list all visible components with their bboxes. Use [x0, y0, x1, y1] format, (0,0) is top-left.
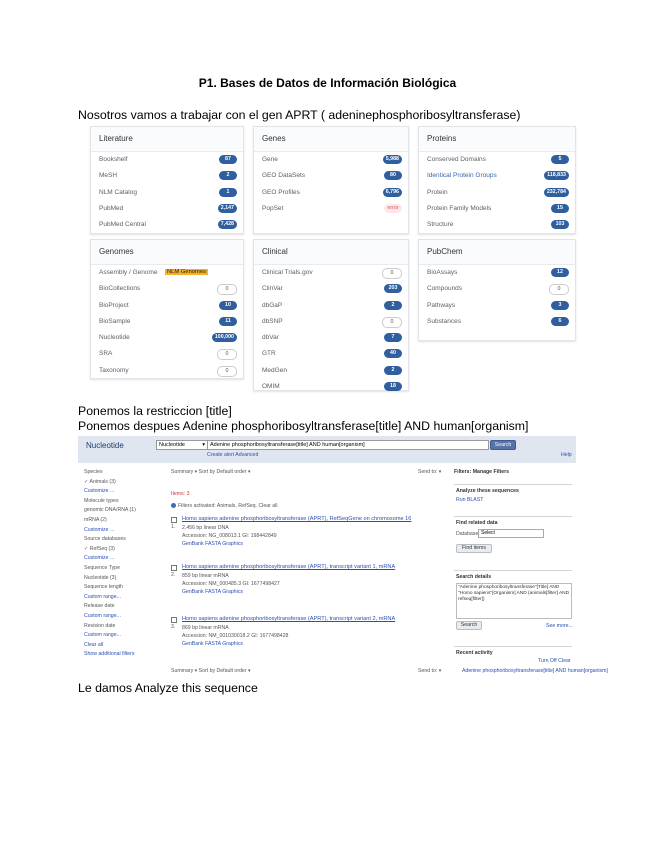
db-row[interactable]	[91, 185, 243, 201]
panel-proteins	[418, 126, 576, 234]
count-badge[interactable]: 18	[384, 382, 402, 391]
search-details-box[interactable]: "Adenine phosphoribosyltransferase"[Title] AND "Homo sapiens"[Organism] AND (animals[filter] AND refseq[filter])	[456, 583, 572, 619]
db-row[interactable]	[419, 168, 575, 184]
db-row[interactable]	[419, 152, 575, 168]
panel-clinical	[253, 239, 409, 391]
db-label: Identical Protein Groups	[427, 172, 497, 180]
count-badge[interactable]: 0	[217, 366, 237, 377]
count-badge[interactable]: 0	[217, 349, 237, 360]
db-label: Assembly / Genome	[99, 269, 158, 276]
db-label: PopSet	[262, 204, 284, 212]
filter-item[interactable]: Sequence length	[84, 584, 123, 591]
count-badge[interactable]: 0	[217, 284, 237, 295]
db-row[interactable]	[254, 363, 408, 379]
count-badge[interactable]: 5	[551, 155, 569, 164]
filter-item[interactable]: Show additional filters	[84, 651, 135, 658]
database-label: Database:	[456, 531, 480, 537]
db-label: PubMed	[99, 204, 124, 212]
result-number: 3.	[171, 624, 176, 630]
db-row[interactable]	[254, 346, 408, 362]
db-label: Bookshelf	[99, 156, 128, 163]
panel-literature	[90, 126, 244, 234]
count-badge[interactable]: 1	[219, 188, 237, 197]
related-db-select[interactable]: Select	[478, 529, 544, 538]
filter-item[interactable]: Sequence Type	[84, 565, 120, 571]
db-label: Protein Family Models	[427, 204, 492, 212]
count-badge[interactable]: 0	[382, 268, 402, 279]
db-row[interactable]	[254, 314, 408, 330]
run-blast-link[interactable]: Run BLAST	[456, 497, 484, 503]
filter-item[interactable]: Custom range...	[84, 632, 121, 639]
db-label: Nucleotide	[99, 334, 130, 342]
db-row[interactable]	[91, 201, 243, 217]
highlight-badge: NLM Genomes	[167, 269, 206, 275]
db-row[interactable]	[254, 298, 408, 314]
db-label: MedGen	[262, 366, 287, 374]
filter-item[interactable]: ✓ RefSeq (3)	[84, 545, 115, 552]
db-label: GEO DataSets	[262, 172, 305, 180]
search-button[interactable]: Search	[490, 440, 516, 450]
document-title: P1. Bases de Datos de Información Biológica	[198, 76, 457, 90]
search-details-title: Search details	[456, 574, 492, 580]
db-row[interactable]	[419, 201, 575, 217]
db-row[interactable]	[254, 152, 408, 168]
filter-item[interactable]: mRNA (2)	[84, 517, 107, 523]
count-badge[interactable]: error	[384, 204, 402, 213]
db-row[interactable]	[91, 363, 243, 379]
db-label: OMIM	[262, 383, 280, 391]
db-label: Pathways	[427, 301, 456, 309]
search-header	[78, 436, 576, 463]
result-number: 1.	[171, 524, 176, 530]
result-checkbox[interactable]	[171, 517, 177, 523]
db-label: PubMed Central	[99, 221, 146, 229]
count-badge[interactable]: 2	[384, 366, 402, 375]
database-select[interactable]	[156, 440, 208, 450]
db-row[interactable]	[419, 298, 575, 314]
db-row[interactable]	[254, 281, 408, 297]
count-badge[interactable]: 15	[551, 204, 569, 213]
database-select-value: Nucleotide	[159, 442, 185, 448]
recent-activity-title: Recent activity	[456, 650, 493, 656]
count-badge[interactable]: 87	[219, 155, 237, 164]
db-row[interactable]	[91, 330, 243, 346]
details-search-button[interactable]: Search	[456, 621, 482, 630]
filter-item[interactable]: Customize ...	[84, 526, 115, 533]
send-to-menu-bottom[interactable]: Send to: ▾	[418, 668, 442, 674]
filter-item[interactable]: Clear all	[84, 641, 104, 648]
result-accession: Accession: NG_008013.1 GI: 198442849	[182, 533, 277, 539]
panel-genomes	[90, 239, 244, 379]
result-links[interactable]: GenBank FASTA Graphics	[182, 589, 244, 595]
db-label: Conserved Domains	[427, 156, 486, 163]
db-row[interactable]	[254, 168, 408, 184]
db-row[interactable]	[254, 379, 408, 395]
help-link[interactable]: Help	[561, 452, 572, 458]
filter-item[interactable]: Customize ...	[84, 488, 115, 495]
result-links[interactable]: GenBank FASTA Graphics	[182, 641, 244, 647]
count-badge[interactable]: 11	[219, 317, 237, 326]
db-label: Clinical Trials.gov	[262, 269, 313, 276]
db-label: ClinVar	[262, 285, 283, 293]
analyze-title: Analyze these sequences	[456, 488, 519, 494]
db-row[interactable]	[91, 217, 243, 233]
db-label: Gene	[262, 156, 278, 163]
filter-item[interactable]: Custom range...	[84, 613, 121, 619]
filter-item[interactable]: Molecule types	[84, 497, 119, 504]
results-count: Items: 3	[171, 491, 190, 497]
filter-item[interactable]: ✓ Animals (3)	[84, 478, 116, 485]
db-row[interactable]	[91, 168, 243, 184]
result-accession: Accession: NM_001030018.2 GI: 1677498428	[182, 633, 289, 639]
db-row[interactable]	[419, 185, 575, 201]
count-badge[interactable]: 10	[219, 301, 237, 310]
db-label: MeSH	[99, 172, 118, 180]
filters-title[interactable]: Filters: Manage Filters	[454, 469, 510, 475]
see-more-link[interactable]: See more...	[546, 623, 573, 629]
panel-title: Literature	[91, 127, 243, 152]
turn-off-link[interactable]: Turn Off Clear	[538, 658, 571, 664]
ncbi-logo[interactable]: Nucleotide	[86, 441, 124, 450]
filter-item[interactable]: Revision date	[84, 622, 116, 629]
db-row[interactable]	[254, 201, 408, 217]
db-label: GEO Profiles	[262, 188, 300, 196]
analyze-text: Le damos Analyze this sequence	[78, 681, 258, 695]
db-label: dbVar	[262, 334, 279, 342]
panel-title: Clinical	[254, 240, 408, 265]
result-number: 2.	[171, 572, 176, 578]
find-related-title: Find related data	[456, 520, 498, 526]
panel-title: PubChem	[419, 240, 575, 265]
result-meta: 859 bp linear mRNA	[182, 573, 229, 579]
db-label: Compounds	[427, 285, 463, 293]
count-badge[interactable]: 0	[549, 284, 569, 295]
db-row[interactable]	[419, 217, 575, 233]
db-label: BioCollections	[99, 285, 141, 293]
intro-text: Nosotros vamos a trabajar con el gen APRT ( adeninephosphoribosyltransferase)	[78, 108, 521, 122]
count-badge[interactable]: 2	[219, 171, 237, 180]
filter-item[interactable]: Customize ...	[84, 555, 115, 562]
result-checkbox[interactable]	[171, 565, 177, 571]
panel-title: Proteins	[419, 127, 575, 152]
db-row[interactable]	[419, 281, 575, 297]
db-label: dbSNP	[262, 317, 283, 325]
filter-item[interactable]: Species	[84, 469, 103, 475]
count-badge[interactable]: 2	[384, 301, 402, 310]
filter-note: Filters activated: Animals, RefSeq. Clear all	[178, 503, 278, 509]
result-meta: 869 bp linear mRNA	[182, 625, 229, 631]
db-row[interactable]	[91, 346, 243, 362]
db-row[interactable]	[419, 314, 575, 330]
db-row[interactable]	[254, 185, 408, 201]
send-to-menu[interactable]: Send to: ▾	[418, 469, 442, 475]
count-badge[interactable]: 80	[384, 171, 402, 180]
result-title-link[interactable]: Homo sapiens adenine phosphoribosyltransferase (APRT), RefSeqGene on chromosome 16	[182, 516, 412, 522]
db-label: BioAssays	[427, 269, 458, 276]
db-label: SRA	[99, 350, 113, 358]
result-links[interactable]: GenBank FASTA Graphics	[182, 541, 244, 547]
count-badge[interactable]: 100,000	[212, 333, 237, 342]
filter-item[interactable]: Nucleotide (3)	[84, 574, 117, 581]
panel-title: Genomes	[91, 240, 243, 265]
filter-item[interactable]: Custom range...	[84, 593, 121, 600]
count-badge[interactable]: 2,147	[218, 204, 237, 213]
count-badge[interactable]: 203	[384, 284, 402, 293]
db-label: Protein	[427, 188, 448, 196]
db-label: GTR	[262, 350, 276, 358]
search-input[interactable]: Adenine phosphoribosyltransferase[title] AND human[organism]	[207, 440, 489, 450]
db-row[interactable]	[419, 265, 575, 281]
db-label: Structure	[427, 221, 454, 229]
count-badge[interactable]: 5,988	[383, 155, 402, 164]
db-label: BioSample	[99, 317, 131, 325]
db-row[interactable]	[254, 265, 408, 281]
count-badge[interactable]: 6,796	[383, 188, 402, 197]
chevron-down-icon: ▾	[202, 442, 205, 448]
count-badge[interactable]: 232,784	[544, 188, 569, 197]
db-label: Substances	[427, 317, 461, 325]
count-badge[interactable]: 3	[551, 301, 569, 310]
db-row[interactable]	[254, 330, 408, 346]
result-meta: 2,456 bp linear DNA	[182, 525, 229, 531]
count-badge[interactable]: 7,428	[218, 220, 237, 229]
filter-item[interactable]: Source databases	[84, 536, 126, 543]
recent-search-item[interactable]: Adenine phosphoribosyltransferase[title] AND human[organism]	[462, 668, 608, 674]
db-label: dbGaP	[262, 301, 283, 309]
result-checkbox[interactable]	[171, 617, 177, 623]
filter-item[interactable]: Release date	[84, 603, 115, 610]
count-badge[interactable]: 40	[384, 349, 402, 358]
count-badge[interactable]: 0	[382, 317, 402, 328]
count-badge[interactable]: 103	[551, 220, 569, 229]
result-title-link[interactable]: Homo sapiens adenine phosphoribosyltransferase (APRT), transcript variant 2, mRNA	[182, 616, 396, 622]
find-items-button[interactable]: Find items	[456, 544, 492, 553]
panel-genes	[253, 126, 409, 234]
info-icon	[171, 503, 176, 508]
restrict-text-1: Ponemos la restriccion [title]	[78, 404, 232, 418]
db-row[interactable]	[91, 281, 243, 297]
restrict-text-2: Ponemos despues Adenine phosphoribosyltransferase[title] AND human[organism]	[78, 419, 529, 433]
db-row[interactable]	[91, 152, 243, 168]
db-row[interactable]	[91, 298, 243, 314]
db-row[interactable]	[91, 314, 243, 330]
panel-title: Genes	[254, 127, 408, 152]
result-accession: Accession: NM_000485.3 GI: 1677498427	[182, 581, 280, 587]
count-badge[interactable]: 6	[551, 317, 569, 326]
nucleotide-search-screenshot	[78, 436, 608, 676]
count-badge[interactable]: 7	[384, 333, 402, 342]
create-alert-link[interactable]: Create alert Advanced	[207, 452, 259, 458]
db-row[interactable]	[91, 265, 243, 281]
result-title-link[interactable]: Homo sapiens adenine phosphoribosyltransferase (APRT), transcript variant 1, mRNA	[182, 564, 396, 570]
panel-pubchem	[418, 239, 576, 341]
db-label: BioProject	[99, 301, 129, 309]
db-label: NLM Catalog	[99, 188, 137, 196]
count-badge[interactable]: 118,833	[544, 171, 569, 180]
count-badge[interactable]: 12	[551, 268, 569, 277]
summary-sort-bar[interactable]: Summary ▾ Sort by Default order ▾	[171, 469, 251, 475]
db-label: Taxonomy	[99, 366, 129, 374]
summary-sort-bar-bottom[interactable]: Summary ▾ Sort by Default order ▾	[171, 668, 251, 674]
filter-item[interactable]: genomic DNA/RNA (1)	[84, 507, 136, 514]
